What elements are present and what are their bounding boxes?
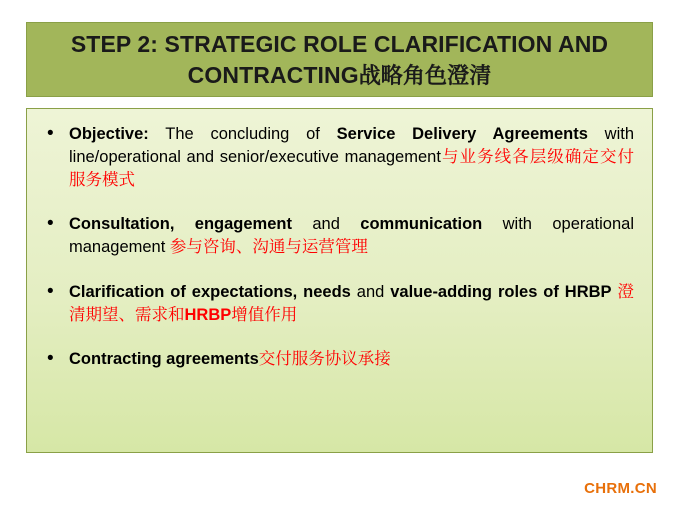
list-item [41, 348, 634, 371]
slide-title-banner [26, 22, 653, 97]
bullet-2-bold-2: communication [360, 215, 483, 234]
bullet-1-text-1: The concluding of [148, 125, 337, 143]
bullet-2-text-2: with operational management [69, 215, 634, 257]
bullet-1-bold-1: Service Delivery Agreements [336, 125, 588, 143]
list-item [41, 213, 634, 259]
bullet-3-chinese-2: 增值作用 [231, 305, 298, 324]
bullet-3-chinese-bold: HRBP [184, 305, 232, 324]
bullet-2-text-1: and [291, 215, 361, 234]
title-chinese: 战略角色澄清 [358, 62, 492, 88]
bullet-2-bold-1: Consultation, engagement [69, 215, 292, 234]
bullet-2-chinese: 参与咨询、沟通与运营管理 [169, 238, 368, 257]
watermark-label: CHRM.CN [584, 480, 657, 497]
bullet-4-chinese: 交付服务协议承接 [258, 350, 391, 369]
bullet-list [41, 123, 634, 371]
list-item [41, 123, 634, 191]
bullet-4-bold-1: Contracting agreements [69, 350, 259, 369]
bullet-1-chinese: 与业务线各层级确定交付服务模式 [69, 147, 634, 189]
bullet-3-bold-1: Clarification of expectations, needs [69, 282, 351, 301]
bullet-3-bold-2: value-adding roles of HRBP [390, 282, 612, 301]
title-english: STEP 2: STRATEGIC ROLE CLARIFICATION AND CONTRACTING [70, 31, 609, 88]
page-title [41, 29, 638, 90]
bullet-1-lead: Objective: [69, 125, 149, 143]
bullet-1-text-2: with line/operational and senior/executive management [69, 125, 635, 166]
slide-content-box [26, 108, 653, 453]
bullet-3-text-1: and [350, 282, 391, 301]
bullet-3-chinese-1: 澄清期望、需求和 [69, 282, 634, 324]
list-item [41, 281, 634, 327]
